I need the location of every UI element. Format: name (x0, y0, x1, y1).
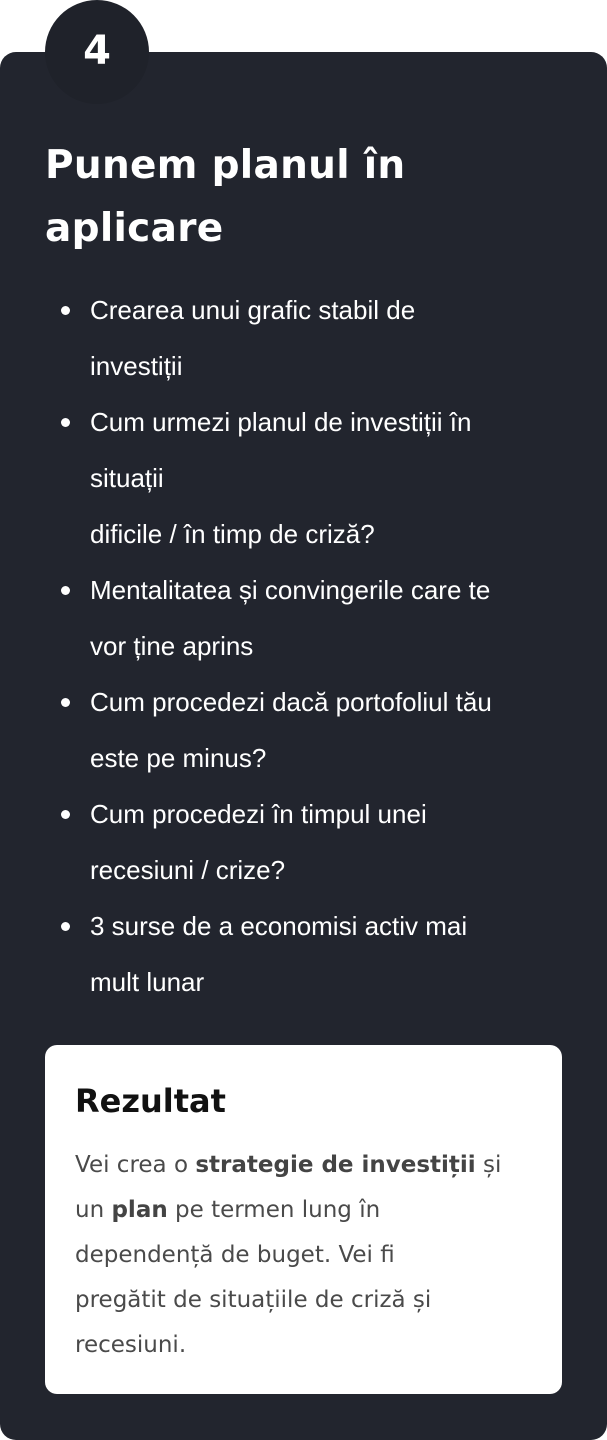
bullet-icon (61, 586, 70, 595)
result-description (75, 1143, 545, 1368)
list-item-text: Cum procedezi în timpul unei (90, 799, 427, 829)
result-text-segment: pe termen lung în (167, 1197, 381, 1223)
list-item-text: dificile / în timp de criză? (90, 519, 375, 549)
bullet-icon (61, 306, 70, 315)
step-number: 4 (83, 28, 111, 74)
result-line-3: dependență de buget. Vei fi (75, 1242, 395, 1268)
bullet-icon (61, 418, 70, 427)
bullet-icon (61, 810, 70, 819)
list-item (0, 674, 607, 786)
list-item-text: Cum urmezi planul de investiții în (90, 407, 472, 437)
result-text-segment: un (75, 1197, 112, 1223)
result-line-5: recesiuni. (75, 1332, 187, 1358)
list-item-text: situații (90, 463, 164, 493)
result-line-1 (75, 1143, 545, 1188)
result-line-2 (75, 1188, 545, 1233)
result-title: Rezultat (75, 1082, 226, 1120)
topics-list (0, 282, 607, 1010)
list-item-text: recesiuni / crize? (90, 855, 286, 885)
result-box (45, 1045, 562, 1394)
list-item (0, 898, 607, 1010)
result-text-segment: și (475, 1152, 502, 1178)
list-item-text: investiții (90, 351, 183, 381)
list-item (0, 282, 607, 394)
bullet-icon (61, 922, 70, 931)
result-highlight-strategy: strategie de investiții (195, 1152, 476, 1178)
list-item (0, 562, 607, 674)
list-item (0, 786, 607, 898)
result-line-4: pregătit de situațiile de criză și (75, 1287, 432, 1313)
list-item-text: Crearea unui grafic stabil de (90, 295, 416, 325)
section-title-line-1: Punem planul în (45, 143, 406, 188)
result-text-segment: Vei crea o (75, 1152, 196, 1178)
result-highlight-plan: plan (111, 1197, 168, 1223)
list-item-text: 3 surse de a economisi activ mai (90, 911, 468, 941)
list-item (0, 394, 607, 562)
list-item-text: Cum procedezi dacă portofoliul tău (90, 687, 492, 717)
section-title (45, 134, 565, 260)
section-title-line-2: aplicare (45, 206, 224, 251)
list-item-text: Mentalitatea și convingerile care te (90, 575, 491, 605)
bullet-icon (61, 698, 70, 707)
list-item-text: vor ține aprins (90, 631, 254, 661)
list-item-text: este pe minus? (90, 743, 267, 773)
list-item-text: mult lunar (90, 967, 205, 997)
step-number-badge (45, 0, 149, 104)
